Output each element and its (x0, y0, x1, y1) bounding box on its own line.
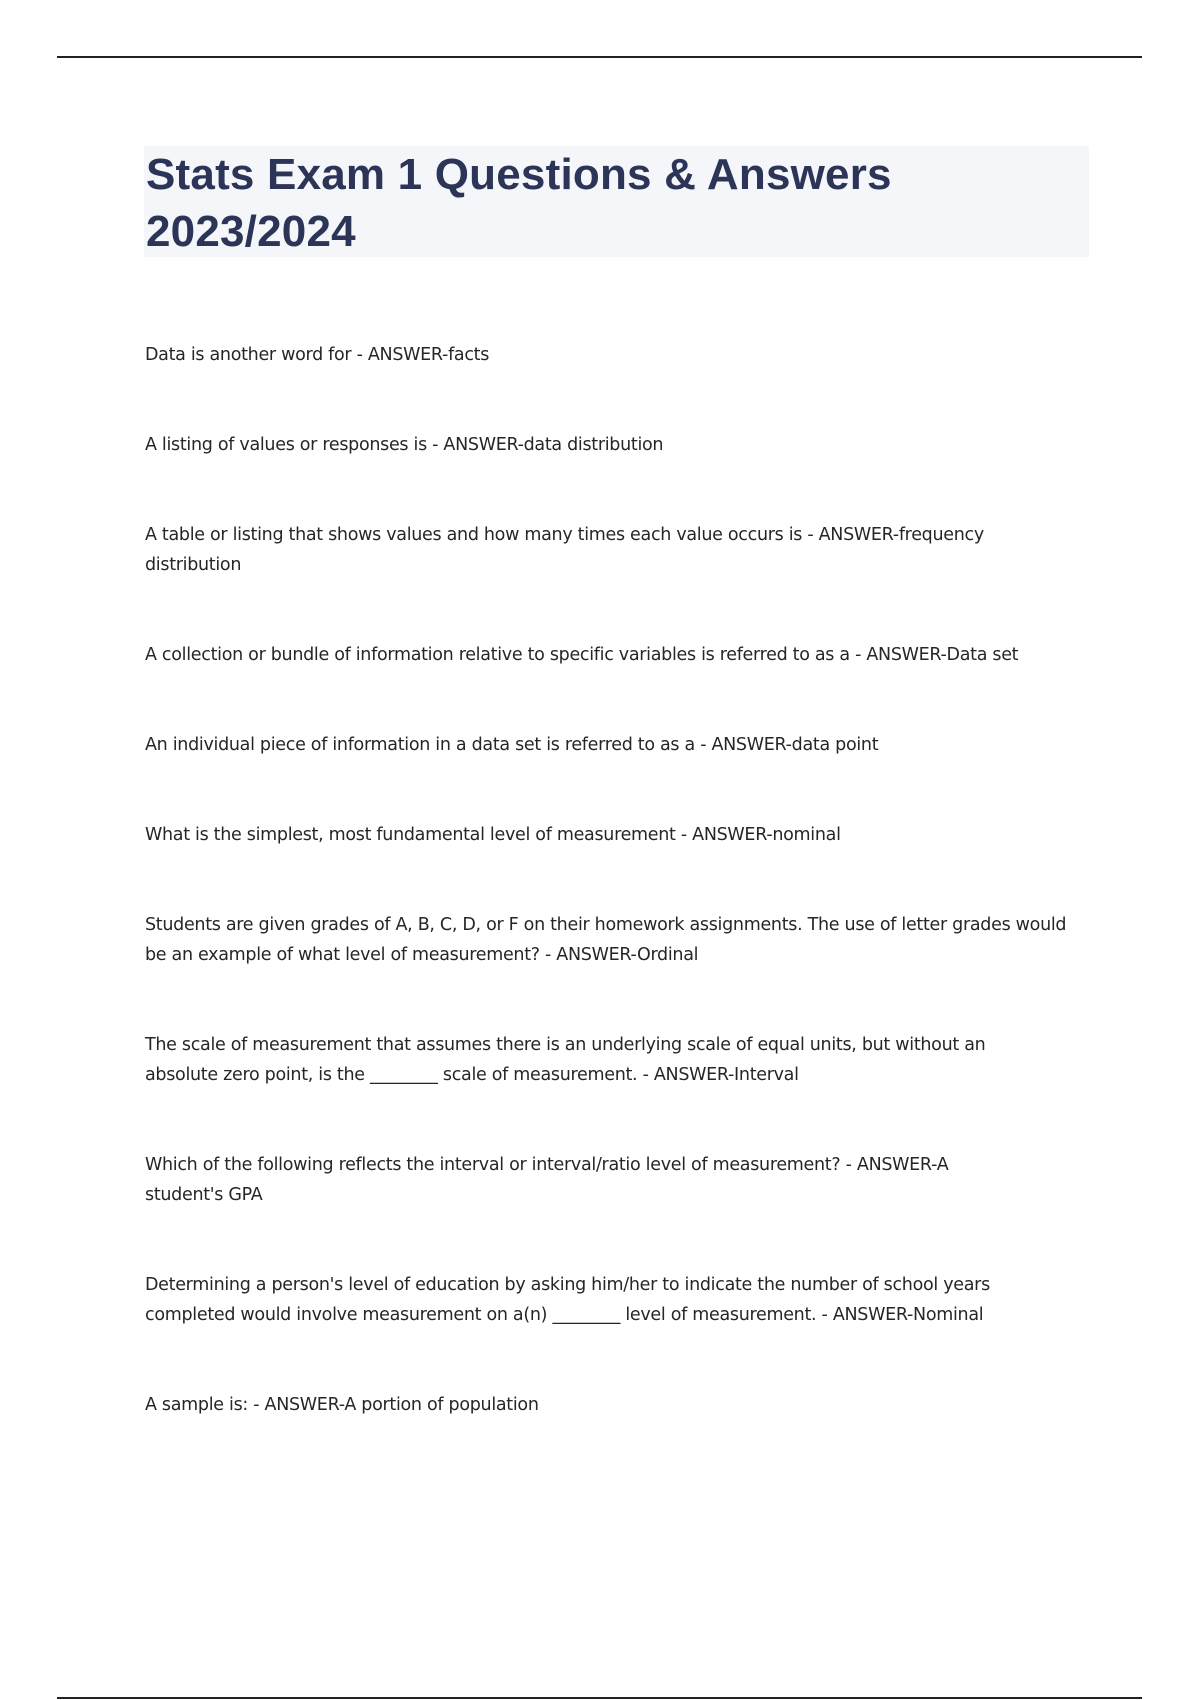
qa-item-6: What is the simplest, most fundamental level of measurement - ANSWER-nominal (145, 825, 841, 845)
qa-item-1: Data is another word for - ANSWER-facts (145, 345, 490, 365)
qa-item-7: Students are given grades of A, B, C, D, or F on their homework assignments. The use of letter grades would be an example of what level of measurement? - ANSWER-Ordinal (145, 915, 1067, 965)
top-rule (57, 56, 1142, 58)
qa-item-9: Which of the following reflects the interval or interval/ratio level of measurement? - ANSWER-A student's GPA (145, 1155, 949, 1205)
qa-item-2: A listing of values or responses is - ANSWER-data distribution (145, 435, 664, 455)
qa-item-5: An individual piece of information in a data set is referred to as a - ANSWER-data point (145, 735, 879, 755)
qa-item-4: A collection or bundle of information relative to specific variables is referred to as a - ANSWER-Data set (145, 645, 1019, 665)
qa-list (145, 340, 1085, 1420)
qa-item-11: A sample is: - ANSWER-A portion of population (145, 1395, 539, 1415)
bottom-rule (57, 1697, 1142, 1699)
qa-item-8: The scale of measurement that assumes there is an underlying scale of equal units, but without an absolute zero point, is the ________ scale of measurement. - ANSWER-Interval (145, 1035, 986, 1085)
title-banner (144, 146, 1089, 257)
page-title: Stats Exam 1 Questions & Answers 2023/2024 (146, 150, 892, 256)
qa-item-3: A table or listing that shows values and how many times each value occurs is - ANSWER-frequency distribution (145, 525, 984, 575)
qa-item-10: Determining a person's level of education by asking him/her to indicate the number of school years completed would involve measurement on a(n) ________ level of measurement. - ANSWER-Nominal (145, 1275, 990, 1325)
